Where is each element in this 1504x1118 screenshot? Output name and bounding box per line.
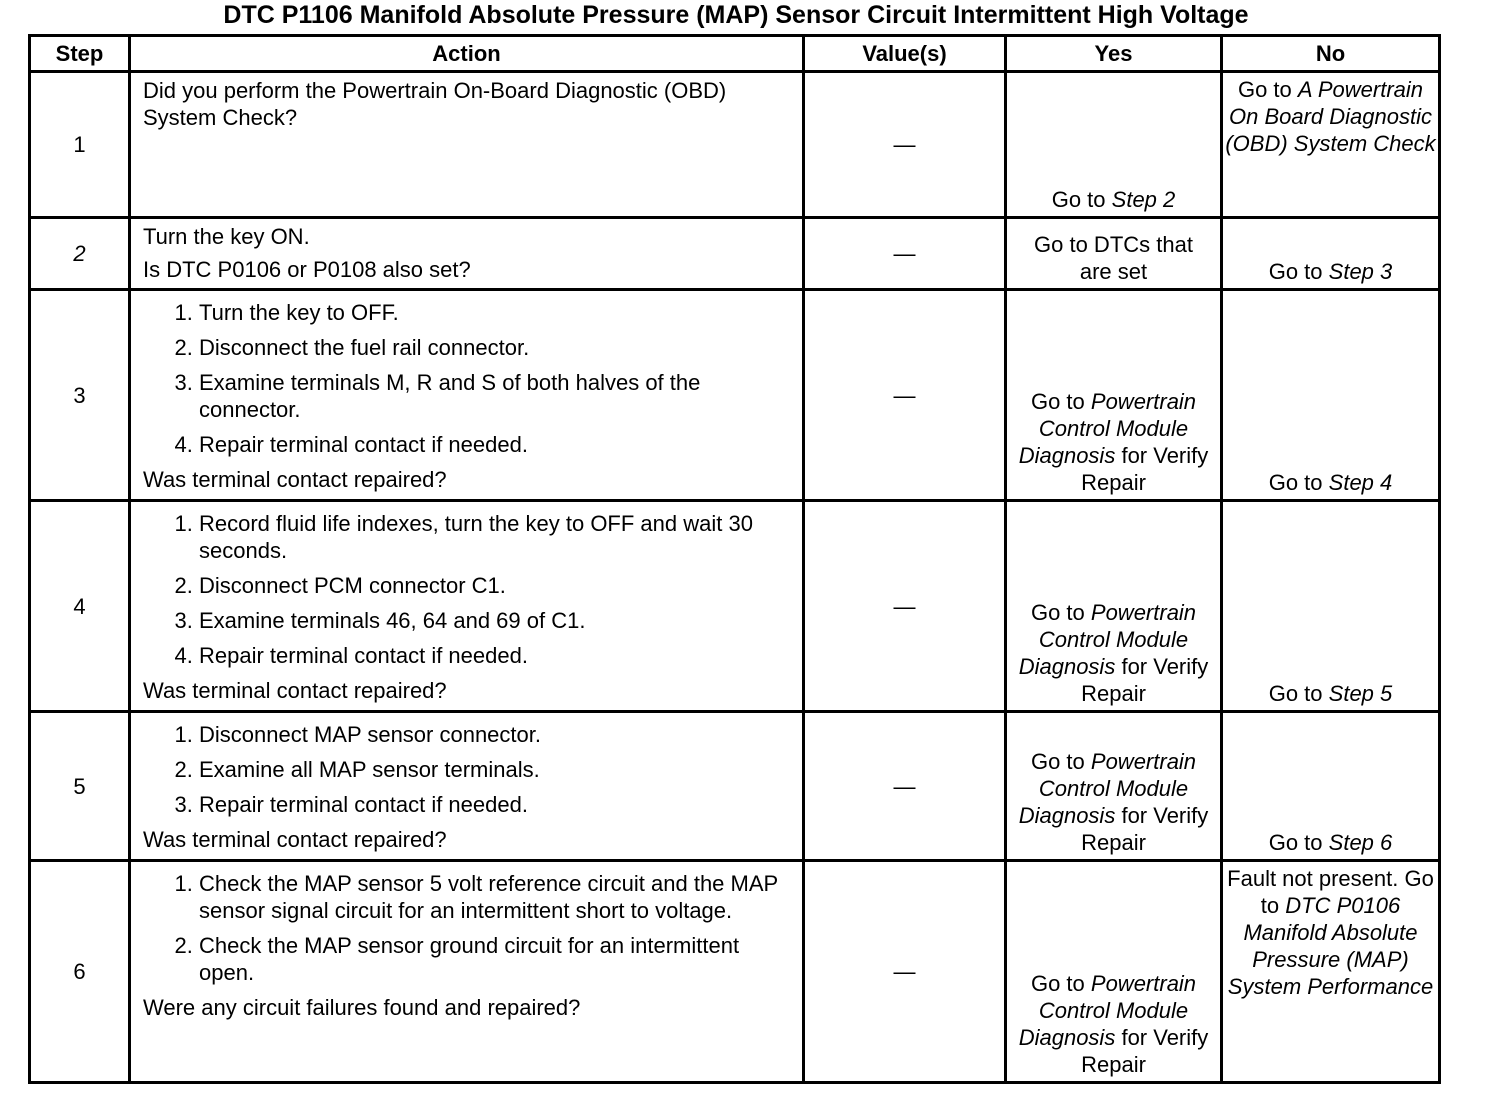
diagnostic-table: [28, 34, 1441, 1084]
yes-target: Powertrain Control Module Diagnosis: [1018, 389, 1197, 468]
page-title: DTC P1106 Manifold Absolute Pressure (MAP) Sensor Circuit Intermittent High Voltage: [223, 1, 1249, 29]
yes-cell: [1006, 712, 1222, 861]
yes-prefix: Go to: [1030, 749, 1085, 774]
list-item: 2. Disconnect PCM connector C1.: [199, 572, 794, 599]
yes-cell: [1006, 861, 1222, 1083]
yes-cell: [1006, 72, 1222, 218]
list-item: 3. Examine terminals M, R and S of both halves of the connector.: [199, 369, 794, 423]
no-prefix: Go to: [1268, 259, 1323, 284]
action-cell: [130, 72, 804, 218]
no-prefix: Go to: [1268, 470, 1323, 495]
yes-cell: [1006, 501, 1222, 712]
yes-prefix: Go to: [1030, 971, 1085, 996]
value-cell: —: [804, 861, 1006, 1083]
action-text: Did you perform the Powertrain On-Board Diagnostic (OBD) System Check?: [143, 78, 727, 130]
list-item: 1. Check the MAP sensor 5 volt reference circuit and the MAP sensor signal circuit for an intermittent short to voltage.: [199, 870, 794, 924]
no-prefix: Fault not present. Go to: [1227, 866, 1434, 918]
no-cell: [1222, 861, 1440, 1083]
no-cell: [1222, 712, 1440, 861]
no-cell: [1222, 501, 1440, 712]
yes-cell: [1006, 218, 1222, 290]
header-step: Step: [30, 36, 130, 72]
header-action: Action: [130, 36, 804, 72]
table-row: [30, 712, 1440, 861]
yes-suffix: for Verify Repair: [1081, 1025, 1209, 1077]
header-values: Value(s): [804, 36, 1006, 72]
step-number: 4: [30, 501, 130, 712]
no-target: Step 5: [1328, 681, 1393, 706]
table-row: [30, 290, 1440, 501]
yes-target: Step 2: [1111, 187, 1176, 212]
no-cell: [1222, 218, 1440, 290]
yes-suffix: for Verify Repair: [1081, 443, 1209, 495]
yes-text: Go to DTCs that are set: [1034, 232, 1193, 284]
action-cell: [130, 290, 804, 501]
action-cell: [130, 712, 804, 861]
no-target: A Powertrain On Board Diagnostic (OBD) System Check: [1225, 77, 1436, 156]
action-question: Was terminal contact repaired?: [143, 827, 447, 852]
table-row: [30, 72, 1440, 218]
value-cell: —: [804, 501, 1006, 712]
action-steps: [143, 510, 794, 669]
action-cell: [130, 501, 804, 712]
no-prefix: Go to: [1237, 77, 1292, 102]
no-target: Step 4: [1328, 470, 1393, 495]
action-question: Was terminal contact repaired?: [143, 467, 447, 492]
action-question: Is DTC P0106 or P0108 also set?: [143, 257, 471, 282]
list-item: 3. Examine terminals 46, 64 and 69 of C1.: [199, 607, 794, 634]
value-cell: —: [804, 218, 1006, 290]
action-steps: [143, 299, 794, 458]
yes-target: Powertrain Control Module Diagnosis: [1018, 600, 1197, 679]
no-target: Step 6: [1328, 830, 1393, 855]
value-cell: —: [804, 290, 1006, 501]
header-no: No: [1222, 36, 1440, 72]
list-item: 4. Repair terminal contact if needed.: [199, 642, 794, 669]
list-item: 1. Turn the key to OFF.: [199, 299, 794, 326]
action-steps: [143, 870, 794, 986]
step-number: 3: [30, 290, 130, 501]
value-cell: —: [804, 72, 1006, 218]
action-question: Were any circuit failures found and repaired?: [143, 995, 581, 1020]
table-row: [30, 861, 1440, 1083]
step-number: 6: [30, 861, 130, 1083]
step-number: 1: [30, 72, 130, 218]
action-question: Was terminal contact repaired?: [143, 678, 447, 703]
yes-target: Powertrain Control Module Diagnosis: [1018, 971, 1197, 1050]
list-item: 4. Repair terminal contact if needed.: [199, 431, 794, 458]
action-steps: [143, 721, 794, 818]
yes-suffix: for Verify Repair: [1081, 654, 1209, 706]
action-cell: [130, 218, 804, 290]
list-item: 1. Record fluid life indexes, turn the key to OFF and wait 30 seconds.: [199, 510, 794, 564]
header-row: [30, 36, 1440, 72]
yes-suffix: for Verify Repair: [1081, 803, 1209, 855]
no-cell: [1222, 290, 1440, 501]
yes-target: Powertrain Control Module Diagnosis: [1018, 749, 1197, 828]
yes-prefix: Go to: [1051, 187, 1106, 212]
list-item: 2. Check the MAP sensor ground circuit for an intermittent open.: [199, 932, 794, 986]
header-yes: Yes: [1006, 36, 1222, 72]
list-item: 2. Disconnect the fuel rail connector.: [199, 334, 794, 361]
list-item: 3. Repair terminal contact if needed.: [199, 791, 794, 818]
table-row: [30, 218, 1440, 290]
action-cell: [130, 861, 804, 1083]
table-row: [30, 501, 1440, 712]
action-text: Turn the key ON.: [143, 224, 310, 249]
list-item: 1. Disconnect MAP sensor connector.: [199, 721, 794, 748]
no-cell: [1222, 72, 1440, 218]
no-target: DTC P0106 Manifold Absolute Pressure (MAP) System Performance: [1227, 893, 1434, 999]
step-number: 5: [30, 712, 130, 861]
yes-prefix: Go to: [1030, 600, 1085, 625]
yes-cell: [1006, 290, 1222, 501]
yes-prefix: Go to: [1030, 389, 1085, 414]
list-item: 2. Examine all MAP sensor terminals.: [199, 756, 794, 783]
no-prefix: Go to: [1268, 681, 1323, 706]
no-target: Step 3: [1328, 259, 1393, 284]
value-cell: —: [804, 712, 1006, 861]
no-prefix: Go to: [1268, 830, 1323, 855]
step-number: 2: [30, 218, 130, 290]
